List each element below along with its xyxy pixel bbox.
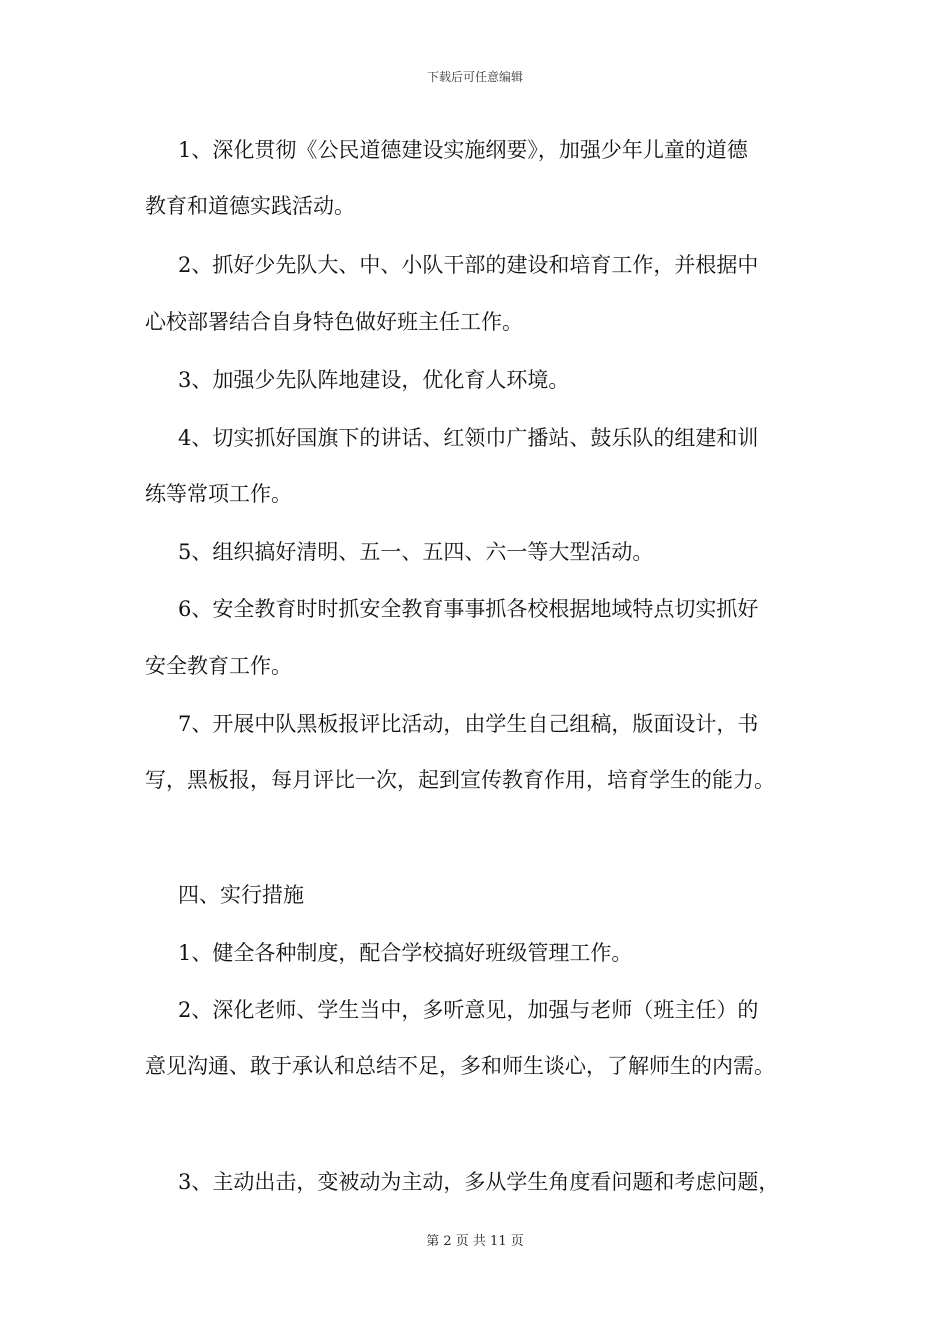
- body-line-15: 2、深化老师、学生当中，多听意见，加强与老师（班主任）的: [178, 998, 759, 1022]
- body-line-8: 5、组织搞好清明、五一、五四、六一等大型活动。: [178, 540, 654, 564]
- section-heading: 四、实行措施: [178, 883, 304, 907]
- body-line-7: 练等常项工作。: [145, 482, 292, 506]
- body-line-11: 7、开展中队黑板报评比活动，由学生自己组稿，版面设计，书: [178, 712, 759, 736]
- body-line-6: 4、切实抓好国旗下的讲话、红领巾广播站、鼓乐队的组建和训: [178, 426, 759, 450]
- body-line-3: 2、抓好少先队大、中、小队干部的建设和培育工作，并根据中: [178, 253, 759, 277]
- body-line-12: 写，黑板报，每月评比一次，起到宣传教育作用，培育学生的能力。: [145, 768, 775, 792]
- body-line-1: 1、深化贯彻《公民道德建设实施纲要》，加强少年儿童的道德: [178, 138, 748, 162]
- body-line-9: 6、安全教育时时抓安全教育事事抓各校根据地域特点切实抓好: [178, 597, 759, 621]
- body-line-14: 1、健全各种制度，配合学校搞好班级管理工作。: [178, 941, 633, 965]
- header-note: 下载后可任意编辑: [426, 70, 523, 84]
- body-line-16: 意见沟通、敢于承认和总结不足，多和师生谈心，了解师生的内需。: [145, 1054, 775, 1078]
- body-line-17: 3、主动出击，变被动为主动，多从学生角度看问题和考虑问题，: [178, 1170, 780, 1194]
- page-footer: 第 2 页 共 11 页: [426, 1234, 524, 1249]
- body-line-4: 心校部署结合自身特色做好班主任工作。: [145, 310, 523, 334]
- body-line-10: 安全教育工作。: [145, 654, 292, 678]
- body-line-2: 教育和道德实践活动。: [145, 194, 355, 218]
- body-line-5: 3、加强少先队阵地建设，优化育人环境。: [178, 368, 570, 392]
